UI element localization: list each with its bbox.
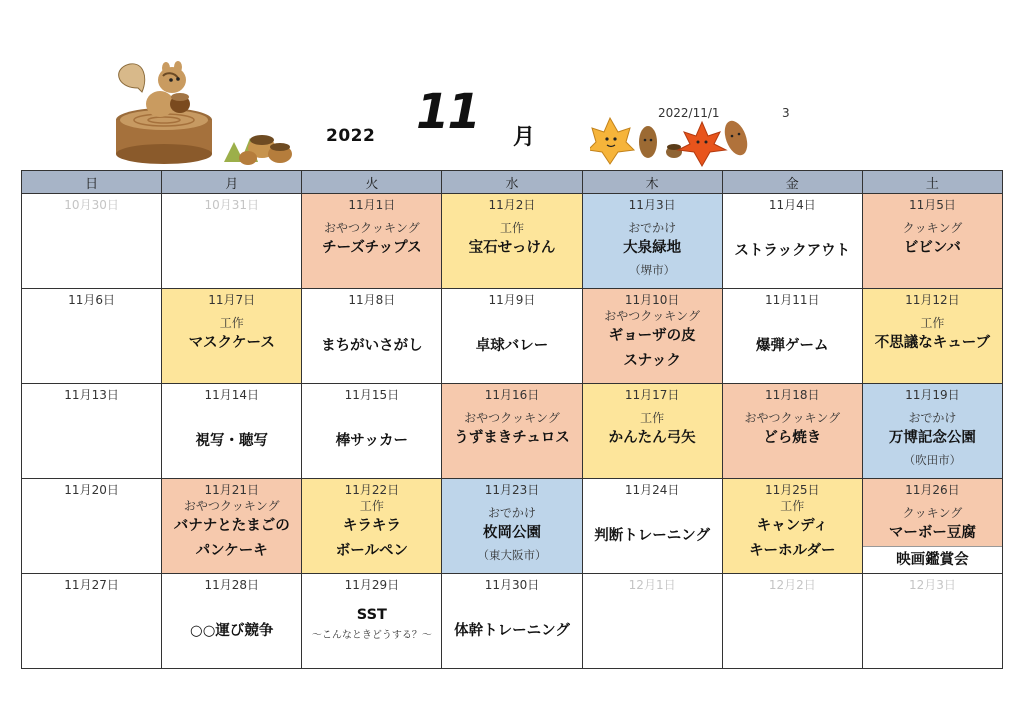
day-date: 11月26日 [905, 483, 960, 497]
spacer [583, 498, 722, 524]
event-title: キラキラ [342, 518, 401, 534]
day-cell[interactable] [302, 479, 442, 574]
day-cell-content [22, 574, 161, 668]
day-date: 11月5日 [908, 198, 956, 212]
calendar-body [22, 194, 1003, 669]
day-cell[interactable] [22, 574, 162, 669]
event-title: 視写・聴写 [195, 433, 268, 449]
day-date: 11月9日 [488, 293, 536, 307]
day-date: 11月18日 [765, 388, 820, 402]
event-category: おでかけ [628, 221, 677, 235]
event-title: 爆弾ゲーム [756, 338, 829, 354]
calendar-grid [21, 170, 1003, 669]
event-note: ～こんなときどうする？～ [311, 630, 432, 641]
spacer [302, 308, 441, 334]
day-cell[interactable] [442, 289, 582, 384]
event-title: パンケーキ [195, 543, 268, 559]
day-cell-content [22, 194, 161, 288]
date-stamp: 2022/11/1 [658, 106, 720, 120]
day-cell-content [162, 289, 301, 383]
day-date: 11月24日 [624, 483, 680, 497]
day-cell[interactable] [582, 384, 722, 479]
day-cell-content [442, 194, 581, 288]
calendar-header [0, 0, 1024, 170]
event-title: ギョーザの皮 [608, 328, 696, 344]
day-cell-content [863, 194, 1002, 288]
day-cell[interactable] [22, 194, 162, 289]
day-date: 11月27日 [64, 578, 119, 592]
week-row [22, 194, 1003, 289]
calendar-month-unit: 月 [513, 125, 536, 150]
day-cell[interactable] [582, 194, 722, 289]
event-category: おやつクッキング [183, 499, 280, 513]
day-date: 11月4日 [768, 198, 816, 212]
day-date: 11月1日 [348, 198, 396, 212]
day-date: 11月6日 [68, 293, 116, 307]
day-date: 11月12日 [905, 293, 960, 307]
day-cell-content [723, 289, 862, 383]
day-cell-content [583, 574, 722, 668]
event-category: おやつクッキング [604, 309, 700, 323]
day-cell-content [863, 384, 1002, 478]
event-category: 工作 [219, 316, 244, 330]
day-cell[interactable] [302, 574, 442, 669]
event-location: （堺市） [629, 263, 676, 277]
event-location: （東大阪市） [477, 548, 547, 562]
spacer [442, 308, 581, 334]
spacer [442, 498, 581, 505]
event-title: 卓球バレー [475, 338, 549, 354]
day-cell[interactable] [162, 479, 302, 574]
day-cell[interactable] [582, 479, 722, 574]
day-date: 10月30日 [64, 198, 119, 212]
day-date: 12月2日 [768, 578, 816, 592]
event-title: マーボー豆腐 [888, 525, 976, 541]
day-date: 11月15日 [344, 388, 400, 402]
spacer [583, 403, 722, 410]
day-cell[interactable] [582, 289, 722, 384]
event-category: クッキング [902, 221, 963, 235]
spacer [442, 213, 581, 220]
event-title: ビビンバ [903, 240, 961, 256]
event-location: （吹田市） [903, 453, 962, 467]
event-title: ○○運び競争 [190, 623, 274, 639]
acorns-icon [220, 122, 294, 168]
event-title: 体幹トレーニング [454, 623, 570, 639]
event-title: 棒サッカー [335, 433, 408, 449]
event-category: 工作 [640, 411, 665, 425]
spacer [863, 308, 1002, 315]
day-cell-content [162, 194, 301, 288]
day-cell[interactable] [582, 574, 722, 669]
event-title: マスクケース [188, 335, 275, 351]
day-cell[interactable] [162, 289, 302, 384]
day-cell[interactable] [722, 574, 862, 669]
day-date: 11月28日 [204, 578, 259, 592]
day-cell[interactable] [162, 384, 302, 479]
day-date: 11月30日 [484, 578, 540, 592]
day-cell[interactable] [442, 574, 582, 669]
spacer [723, 308, 862, 334]
day-cell[interactable] [302, 289, 442, 384]
day-date: 11月23日 [484, 483, 540, 497]
event-category: おやつクッキング [324, 221, 420, 235]
day-cell-content [442, 384, 581, 478]
day-cell[interactable] [862, 384, 1002, 479]
day-cell-content [162, 384, 301, 478]
event-title: 大泉緑地 [623, 240, 682, 256]
event-title: 枚岡公園 [482, 525, 541, 541]
week-row [22, 574, 1003, 669]
day-cell-content [863, 574, 1002, 668]
event-category: 工作 [920, 316, 945, 330]
event-title: キーホルダー [749, 543, 836, 559]
calendar-month-number: 11 [416, 84, 479, 140]
day-cell[interactable] [162, 194, 302, 289]
event-title: 宝石せっけん [468, 240, 556, 256]
spacer [863, 213, 1002, 220]
day-cell[interactable] [22, 479, 162, 574]
day-cell[interactable] [722, 479, 862, 574]
day-cell-content [723, 574, 862, 668]
event-category: おやつクッキング [744, 411, 841, 425]
day-cell[interactable] [442, 194, 582, 289]
day-date: 11月25日 [765, 483, 820, 497]
day-cell-content [22, 289, 161, 383]
spacer [863, 403, 1002, 410]
day-date: 11月16日 [484, 388, 540, 402]
day-date: 11月7日 [208, 293, 256, 307]
day-date: 11月10日 [624, 293, 680, 307]
event-title: 判断トレーニング [594, 528, 710, 544]
day-date: 11月20日 [64, 483, 119, 497]
day-cell-content [162, 574, 301, 668]
spacer [302, 593, 441, 603]
day-cell[interactable] [302, 194, 442, 289]
event-title: バナナとたまごの [173, 518, 290, 534]
event-title: まちがいさがし [321, 338, 423, 354]
event-category: 工作 [499, 221, 524, 235]
spacer [302, 403, 441, 429]
day-cell-content [302, 574, 441, 668]
event-title: どら焼き [763, 430, 822, 446]
day-date: 11月8日 [348, 293, 396, 307]
day-date: 11月29日 [344, 578, 400, 592]
event-category: クッキング [902, 506, 963, 520]
day-cell[interactable] [862, 194, 1002, 289]
day-cell-content [302, 289, 441, 383]
day-date: 11月11日 [765, 293, 820, 307]
extra-event: 映画鑑賞会 [863, 546, 1002, 573]
event-title: スナック [623, 353, 681, 369]
day-cell-content [442, 574, 581, 668]
day-cell[interactable] [862, 479, 1002, 574]
day-cell-content [863, 289, 1002, 383]
day-cell-content [22, 384, 161, 478]
spacer [723, 213, 862, 239]
autumn-leaves-icon [590, 112, 752, 168]
weekday-header: 日 [22, 171, 162, 194]
event-title: うずまきチュロス [454, 430, 570, 446]
event-category: 工作 [359, 499, 384, 513]
weekday-header-row [22, 171, 1003, 194]
event-category: おでかけ [488, 506, 536, 520]
day-cell-content [583, 289, 722, 383]
day-date: 11月13日 [64, 388, 119, 402]
spacer [723, 403, 862, 410]
day-date: 12月3日 [908, 578, 956, 592]
spacer [442, 593, 581, 619]
day-cell[interactable] [862, 289, 1002, 384]
weekday-header: 水 [442, 171, 582, 194]
day-cell[interactable] [302, 384, 442, 479]
day-date: 11月2日 [488, 198, 536, 212]
weekday-header: 土 [862, 171, 1002, 194]
event-title: 万博記念公園 [888, 430, 976, 446]
spacer [583, 213, 722, 220]
event-category: 工作 [780, 499, 805, 513]
day-cell-content [302, 194, 441, 288]
squirrel-on-stump-icon [108, 58, 220, 166]
day-cell-content [442, 479, 581, 573]
day-date: 11月19日 [905, 388, 960, 402]
event-title: キャンディ [756, 518, 828, 534]
spacer [162, 403, 301, 429]
day-cell-content [302, 384, 441, 478]
week-row [22, 384, 1003, 479]
spacer [863, 498, 1002, 505]
day-cell-content [583, 384, 722, 478]
day-cell-content [442, 289, 581, 383]
calendar-year: 2022 [326, 126, 376, 146]
day-date: 12月1日 [628, 578, 676, 592]
spacer [162, 308, 301, 315]
weekday-header: 木 [582, 171, 722, 194]
day-cell[interactable] [722, 384, 862, 479]
day-cell-content [723, 384, 862, 478]
day-cell-content [302, 479, 441, 573]
day-cell-content [22, 479, 161, 573]
weekday-header: 火 [302, 171, 442, 194]
week-row [22, 479, 1003, 574]
day-date: 11月3日 [628, 198, 676, 212]
day-cell[interactable] [442, 384, 582, 479]
day-cell[interactable] [22, 384, 162, 479]
event-title: 不思議なキューブ [874, 335, 991, 351]
day-date: 11月14日 [204, 388, 259, 402]
day-cell[interactable] [722, 194, 862, 289]
day-cell-content [723, 194, 862, 288]
day-cell[interactable] [22, 289, 162, 384]
day-cell[interactable] [162, 574, 302, 669]
page-number: 3 [782, 106, 790, 120]
spacer [302, 213, 441, 220]
event-category: おでかけ [908, 411, 957, 425]
spacer [442, 403, 581, 410]
day-cell[interactable] [442, 479, 582, 574]
day-cell[interactable] [722, 289, 862, 384]
event-title: ボールペン [335, 543, 408, 559]
event-title: ストラックアウト [734, 243, 851, 259]
day-cell[interactable] [862, 574, 1002, 669]
event-title: SST [356, 607, 387, 623]
event-title: かんたん弓矢 [608, 430, 696, 446]
weekday-header: 金 [722, 171, 862, 194]
day-date: 10月31日 [204, 198, 259, 212]
weekday-header: 月 [162, 171, 302, 194]
day-date: 11月22日 [344, 483, 400, 497]
event-title: チーズチップス [322, 240, 422, 256]
week-row [22, 289, 1003, 384]
event-category: おやつクッキング [464, 411, 560, 425]
day-cell-content [583, 194, 722, 288]
day-cell-content [162, 479, 301, 573]
day-date: 11月17日 [624, 388, 680, 402]
spacer [162, 593, 301, 619]
day-date: 11月21日 [204, 483, 259, 497]
day-cell-content [583, 479, 722, 573]
day-cell-content [723, 479, 862, 573]
